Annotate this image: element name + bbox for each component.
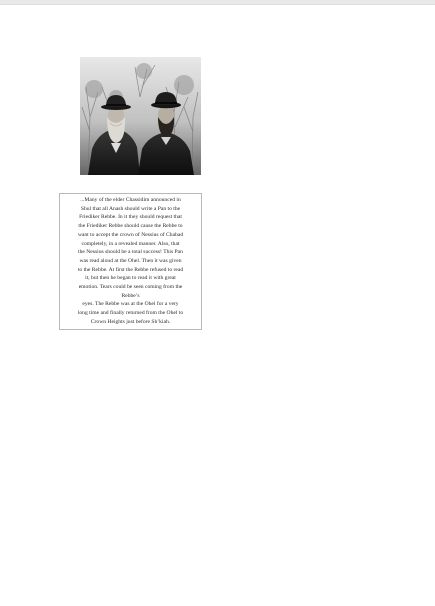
top-bar: [0, 0, 435, 5]
caption-line: ...Many of the elder Chassidim announced in: [80, 197, 181, 203]
caption-line: the Nessius should be a total success! This Pan: [78, 249, 183, 256]
caption-line: want to accept the crown of Nessius of Chabad: [77, 231, 184, 238]
caption-box: [59, 193, 202, 330]
caption-line: Crown Heights just before Sh’kiah.: [90, 318, 171, 325]
caption-line: to the Rebbe. At first the Rebbe refused to read: [77, 266, 184, 273]
caption-line: it, but then he began to read it with great: [85, 275, 176, 282]
photograph: [80, 57, 201, 175]
caption-line: was read aloud at the Ohel. Then it was given: [79, 257, 182, 264]
caption-line: completely, in a revealed manner. Also, that: [81, 240, 180, 247]
caption-line: emotion. Tears could be seen coming from the: [78, 284, 183, 291]
caption-line: long time and finally returned from the Ohel to: [77, 310, 184, 317]
caption-line: the Friediker Rebbe should cause the Rebbe to: [78, 223, 183, 230]
caption-line: Rebbe’s: [121, 292, 140, 299]
caption-line: Shul that all Anash should write a Pan to the: [80, 205, 181, 212]
caption-line: eyes. The Rebbe was at the Ohel for a very: [82, 301, 179, 308]
caption-text: [63, 196, 198, 327]
photograph-two-men-icon: [80, 57, 201, 175]
caption-line: Friediker Rebbe. In it they should request that: [79, 214, 182, 221]
